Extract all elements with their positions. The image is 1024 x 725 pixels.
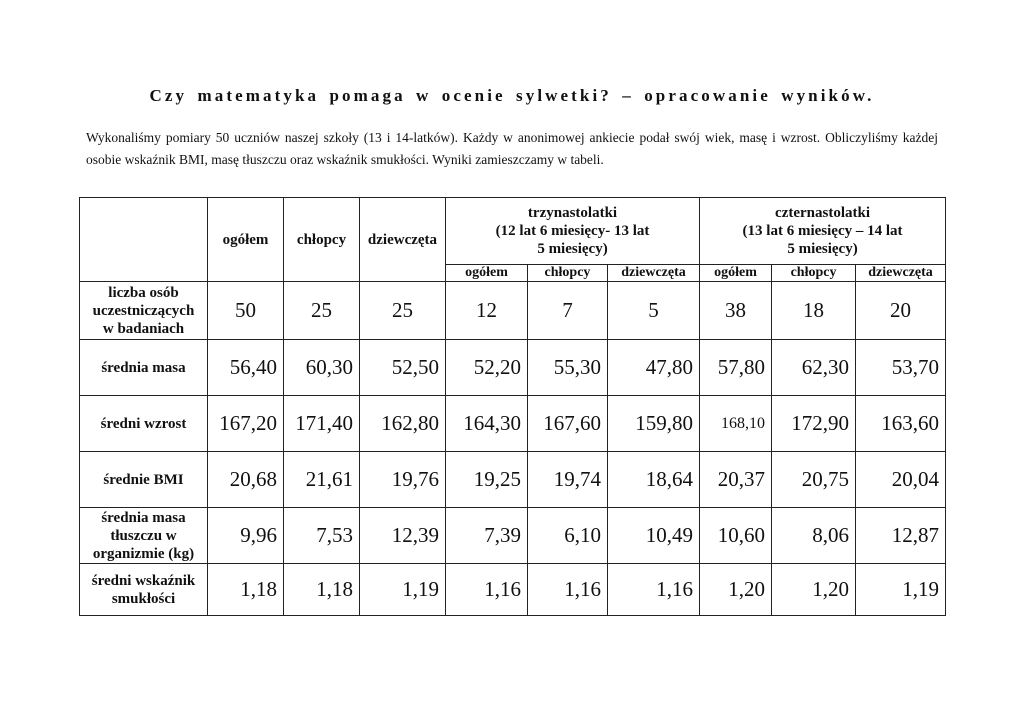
table-cell: 7 [528, 282, 608, 340]
table-cell: 20 [856, 282, 946, 340]
table-cell: 7,53 [284, 508, 360, 564]
table-cell: 167,20 [208, 396, 284, 452]
table-cell: 162,80 [360, 396, 446, 452]
table-cell: 19,74 [528, 452, 608, 508]
table-cell: 1,18 [284, 564, 360, 616]
table-cell: 1,19 [360, 564, 446, 616]
table-cell: 1,16 [528, 564, 608, 616]
subheader-14-girls: dziewczęta [856, 265, 946, 282]
table-cell: 25 [284, 282, 360, 340]
header-group-14: czternastolatki (13 lat 6 miesięcy – 14 lat 5 miesięcy) [700, 198, 946, 265]
table-cell: 12,87 [856, 508, 946, 564]
table-cell: 52,20 [446, 340, 528, 396]
table-cell: 53,70 [856, 340, 946, 396]
table-cell: 163,60 [856, 396, 946, 452]
table-cell: 171,40 [284, 396, 360, 452]
row-label: średnia masa [80, 340, 208, 396]
table-cell: 21,61 [284, 452, 360, 508]
header-group-13: trzynastolatki (12 lat 6 miesięcy- 13 lat 5 miesięcy) [446, 198, 700, 265]
table-cell: 9,96 [208, 508, 284, 564]
table-row [80, 282, 946, 340]
intro-paragraph: Wykonaliśmy pomiary 50 uczniów naszej szkoły (13 i 14-latków). Każdy w anonimowej ankiecie podał swój wiek, masę i wzrost. Obliczyliśmy każdej osobie wskaźnik BMI, masę tłuszczu oraz wskaźnik smukłości. Wyniki zamieszczamy w tabeli. [86, 130, 938, 167]
header-row [80, 198, 946, 265]
header-corner-cell [80, 198, 208, 282]
header-boys: chłopcy [284, 198, 360, 282]
row-label: liczba osób uczestniczących w badaniach [80, 282, 208, 340]
table-cell: 62,30 [772, 340, 856, 396]
results-table [79, 197, 946, 616]
table-cell: 20,04 [856, 452, 946, 508]
table-cell: 8,06 [772, 508, 856, 564]
subheader-14-total: ogółem [700, 265, 772, 282]
table-cell: 167,60 [528, 396, 608, 452]
table-cell: 20,37 [700, 452, 772, 508]
table-cell: 50 [208, 282, 284, 340]
table-cell: 47,80 [608, 340, 700, 396]
row-label: średnie BMI [80, 452, 208, 508]
subheader-13-boys: chłopcy [528, 265, 608, 282]
table-cell: 1,20 [772, 564, 856, 616]
header-total: ogółem [208, 198, 284, 282]
table-cell: 159,80 [608, 396, 700, 452]
table-cell: 10,60 [700, 508, 772, 564]
table-cell: 55,30 [528, 340, 608, 396]
row-label: średnia masa tłuszczu w organizmie (kg) [80, 508, 208, 564]
row-label: średni wskaźnik smukłości [80, 564, 208, 616]
table-cell: 18 [772, 282, 856, 340]
table-cell: 12,39 [360, 508, 446, 564]
table-cell: 25 [360, 282, 446, 340]
subheader-13-girls: dziewczęta [608, 265, 700, 282]
table-cell: 7,39 [446, 508, 528, 564]
table-cell: 1,20 [700, 564, 772, 616]
row-label: średni wzrost [80, 396, 208, 452]
table-cell: 56,40 [208, 340, 284, 396]
header-girls: dziewczęta [360, 198, 446, 282]
table-cell: 20,75 [772, 452, 856, 508]
table-row [80, 564, 946, 616]
table-cell: 12 [446, 282, 528, 340]
table-cell: 38 [700, 282, 772, 340]
table-cell: 164,30 [446, 396, 528, 452]
table-cell: 20,68 [208, 452, 284, 508]
subheader-14-boys: chłopcy [772, 265, 856, 282]
table-row [80, 508, 946, 564]
document-title: Czy matematyka pomaga w ocenie sylwetki? – opracowanie wyników. [149, 86, 875, 105]
table-cell: 19,76 [360, 452, 446, 508]
table-cell: 52,50 [360, 340, 446, 396]
table-cell: 10,49 [608, 508, 700, 564]
table-cell: 18,64 [608, 452, 700, 508]
table-cell: 168,10 [700, 396, 772, 452]
table-cell: 60,30 [284, 340, 360, 396]
table-cell: 5 [608, 282, 700, 340]
table-cell: 172,90 [772, 396, 856, 452]
table-row [80, 452, 946, 508]
table-cell: 6,10 [528, 508, 608, 564]
table-cell: 1,18 [208, 564, 284, 616]
table-cell: 1,19 [856, 564, 946, 616]
table-cell: 1,16 [608, 564, 700, 616]
table-row [80, 340, 946, 396]
table-row [80, 396, 946, 452]
table-cell: 19,25 [446, 452, 528, 508]
table-cell: 1,16 [446, 564, 528, 616]
table-cell: 57,80 [700, 340, 772, 396]
subheader-13-total: ogółem [446, 265, 528, 282]
